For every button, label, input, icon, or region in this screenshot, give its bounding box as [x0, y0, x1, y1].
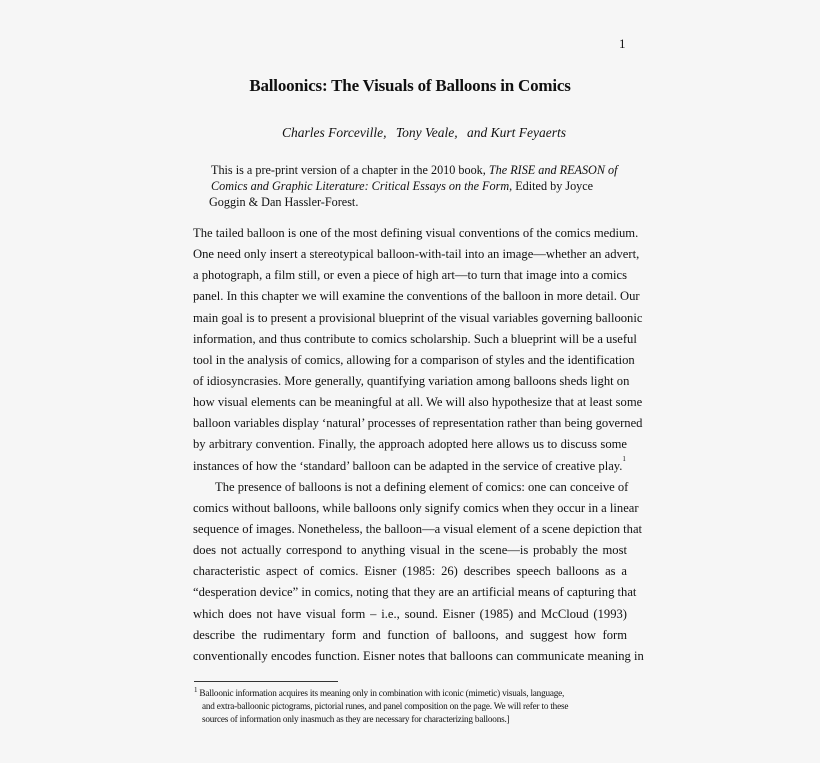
- text-line: main goal is to present a provisional blueprint of the visual variables governing balloonic: [193, 310, 643, 325]
- text-line: information, and thus contribute to comics scholarship. Such a blueprint will be a useful: [193, 331, 637, 346]
- text-line: conventionally encodes function. Eisner notes that balloons can communicate meaning in: [193, 648, 644, 663]
- footnote-ref[interactable]: 1: [622, 454, 626, 463]
- text-line: instances of how the ‘standard’ balloon can be adapted in the service of creative play.$^1$: [193, 454, 626, 473]
- text-line: characteristic aspect of comics. Eisner (1985: 26) describes speech balloons as a: [193, 564, 627, 579]
- text-line: balloon variables display ‘natural’ processes of representation rather than being governed: [193, 416, 643, 431]
- text-line: panel. In this chapter we will examine the conventions of the balloon in more detail. Our: [193, 289, 640, 304]
- author: Charles Forceville,: [282, 125, 387, 140]
- body-text: [193, 223, 644, 667]
- text-line: describe the rudimentary form and function of balloons, and suggest how form: [193, 627, 627, 642]
- text-line: of idiosyncrasies. More generally, quantifying variation among balloons sheds light on: [193, 373, 630, 388]
- footnote-line: sources of information only inasmuch as they are necessary for characterizing balloons.]: [202, 714, 510, 724]
- text-line: by arbitrary convention. Finally, the approach adopted here allows us to discuss some: [193, 437, 627, 452]
- author: Tony Veale,: [395, 125, 458, 140]
- text-line: “desperation device” in comics, noting that they are an artificial means of capturing that: [193, 585, 637, 600]
- text-line: The presence of balloons is not a defining element of comics: one can conceive of: [215, 479, 629, 494]
- footnote-line: and extra-balloonic pictograms, pictorial runes, and panel composition on the page. We will refer to these: [202, 701, 569, 711]
- text-line: how visual elements can be meaningful at all. We will also hypothesize that at least some: [193, 395, 643, 410]
- text-line: sequence of images. Nonetheless, the balloon—a visual element of a scene depiction that: [193, 521, 643, 536]
- text-line: a photograph, a film still, or even a piece of high art—to turn that image into a comics: [193, 268, 628, 283]
- text-line: which does not have visual form – i.e., sound. Eisner (1985) and McCloud (1993): [193, 606, 627, 621]
- preprint-note: [211, 162, 621, 210]
- text-line: The tailed balloon is one of the most defining visual conventions of the comics medium.: [193, 226, 639, 240]
- footnote-divider: [194, 681, 338, 682]
- footnote-marker: 1: [194, 686, 198, 694]
- text-line: comics without balloons, while balloons only signify comics when they occur in a linear: [193, 500, 639, 515]
- page-number: 1: [619, 36, 626, 51]
- author: and Kurt Feyaerts: [466, 125, 566, 140]
- note-line: Comics and Graphic Literature: Critical Essays on the Form, Edited by Joyce: [211, 179, 594, 193]
- footnote-line: $^1$ Balloonic information acquires its meaning only in combination with iconic (mimetic) visuals, language,: [194, 686, 565, 698]
- note-line: Goggin & Dan Hassler-Forest.: [209, 195, 359, 209]
- paper-title: Balloonics: The Visuals of Balloons in Comics: [249, 76, 571, 95]
- text-line: does not actually correspond to anything visual in the scene—is probably the most: [193, 543, 627, 558]
- note-line: This is a pre-print version of a chapter in the 2010 book, The RISE and REASON of: [211, 163, 618, 177]
- author-list: [0, 125, 820, 141]
- footnote: [194, 687, 634, 726]
- text-line: One need only insert a stereotypical balloon-with-tail into an image—whether an advert,: [193, 247, 640, 262]
- text-line: tool in the analysis of comics, allowing for a comparison of styles and the identification: [193, 352, 635, 367]
